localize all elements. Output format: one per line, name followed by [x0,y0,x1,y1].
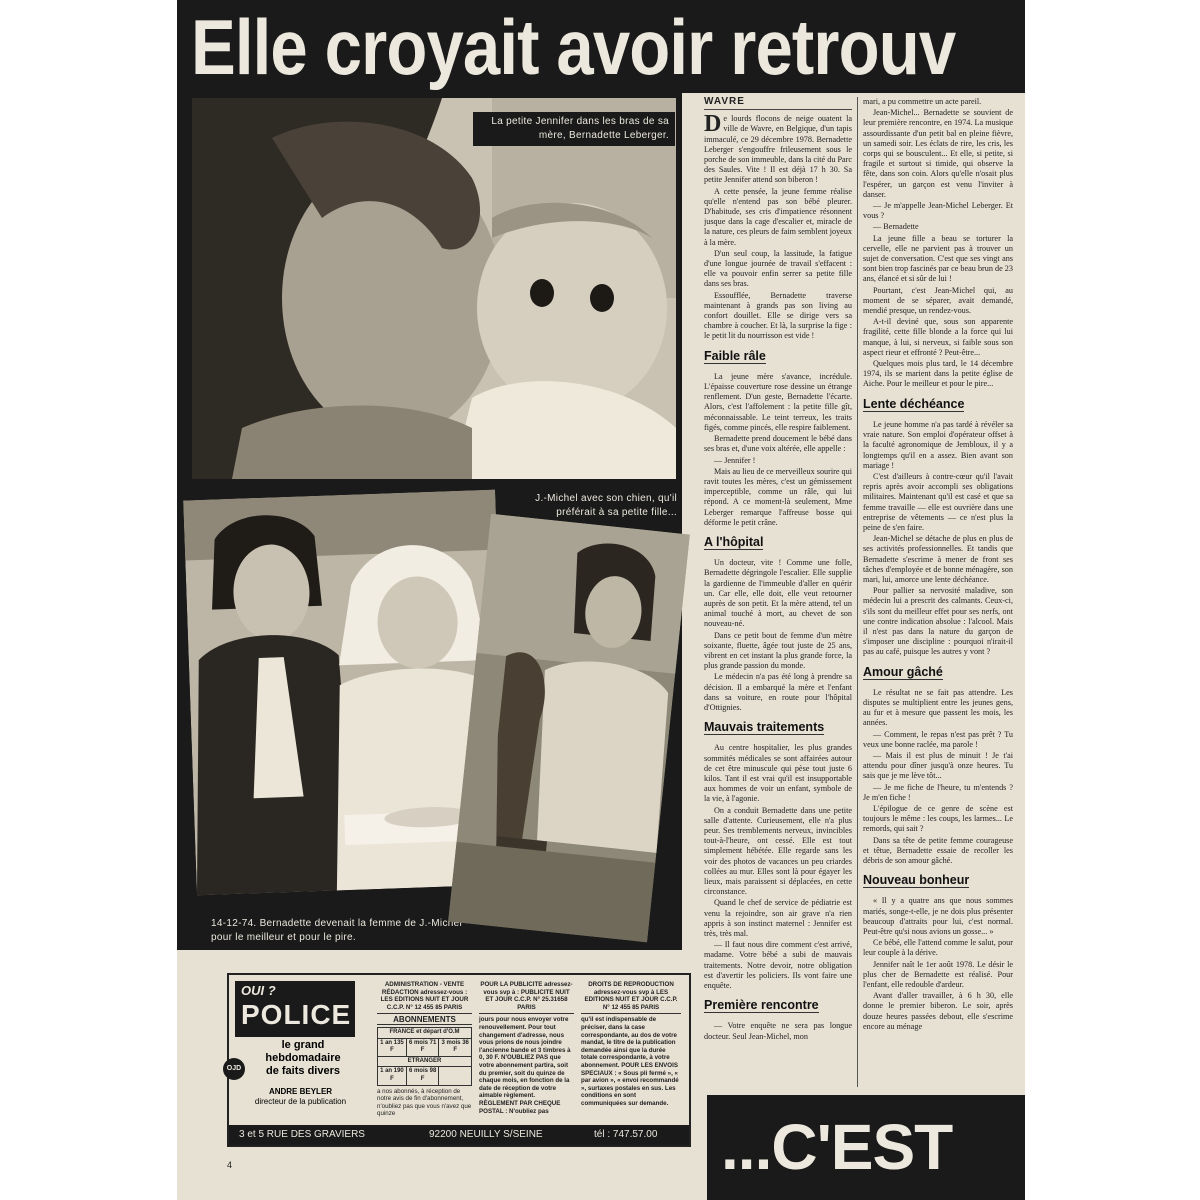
article-paragraph: — Mais il est plus de minuit ! Je t'ai attendu pour dîner jusqu'à onze heures. Tu sais que je me lève tôt... [863,750,1013,781]
article-column-2 [863,97,1013,1087]
ad-column-header: POUR LA PUBLICITE adressez-vous svp à : PUBLICITE NUIT ET JOUR C.C.P. N° 25.31658 PARIS [479,981,574,1014]
article-paragraph: A-t-il deviné que, sous son apparente fragilité, cette fille blonde a la force qui lui manque, à lui, si nerveux, si faible sous son aspect rieur et effronté ? Peut-être... [863,317,1013,357]
article-paragraph: C'est d'ailleurs à contre-cœur qu'il l'avait repris après avoir accompli ses obligations militaires. Maintenant qu'il est casé et que sa femme travaille — elle est ouvrière dans une entreprise de vêtements — ce n'est plus la peine de s'en faire. [863,471,1013,532]
caption-photo-mother-baby: La petite Jennifer dans les bras de sa mère, Bernadette Leberger. [473,112,675,146]
article-paragraph: La jeune fille a beau se torturer la cervelle, elle ne parvient pas à trouver un sujet de conversation. C'est que ses vingt ans sont bien trop fascinés par ce beau brun de 23 ans, élancé et si sûr de lui ! [863,233,1013,284]
article-paragraph: — Jennifer ! [714,455,756,465]
article-paragraph: mari, a pu commettre un acte pareil. [863,97,982,106]
abon-cell: ETRANGER [378,1056,472,1067]
ad-director [233,1087,368,1107]
ojd-badge-icon: OJD [223,1058,245,1080]
ad-tagline [243,1039,363,1078]
abon-cell: 6 mois 71 F [406,1038,439,1056]
ad-column-body: qu'il est indispensable de préciser, dans la case correspondante, au dos de votre mandat, le titre de la publication demandée ainsi que la durée totale correspondante, à votre abonnement. POUR LES ENVOIS SPECIAUX : « Sous pli fermé », « par avion », « envoi recommandé », surtaxes postales en sus. Les conditions en sont communiquées sur demande. [581,1016,679,1107]
article-paragraph: « Il y a quatre ans que nous sommes mariés, songe-t-elle, je ne dois plus présenter beaucoup d'attraits pour lui, c'est normal. Peut-être qu'si nous avions un gosse... » [863,896,1013,937]
ad-column-reproduction [581,981,681,1108]
article-paragraph: Jean-Michel... Bernadette se souvient de leur première rencontre, en 1974. La musique assourdissante d'un petit bal en pleine fièvre, un samedi soir. Les éclats de rire, les cris, les corps qui se bousculent... Et elle, si petite, si fragile et surtout si timide, qui observe la fête, dans son coin. Alors qu'elle n'osait plus l'espérer, un garçon est venu l'inviter à danser. [863,108,1013,199]
article-paragraph: Jean-Michel se détache de plus en plus de ses activités professionnelles. Et tandis que Bernadette s'escrime à mener de front ses tâches d'employée et de bonne ménagère, son mari, lui, amorce une lente déchéance. [863,534,1013,584]
subhead-premiere-rencontre: Première rencontre [704,998,819,1013]
article-paragraph: Le jeune homme n'a pas tardé à révéler sa vraie nature. Son emploi d'opérateur offset à la faculté agronomique de Jembloux, il y a longtemps qu'il en a assez. Bien avant son mariage ! [863,419,1013,470]
publication-info-box [227,973,691,1147]
caption-photo-dog: J.-Michel avec son chien, qu'il préférait à sa petite fille... [535,493,677,518]
abon-cell: 1 an 135 F [378,1038,407,1056]
article-column-1 [704,97,852,1097]
article-paragraph: La jeune mère s'avance, incrédule. L'épaisse couverture rose dessine un étrange renflement. D'un geste, Bernadette l'écarte. Alors, c'est l'affolement : la petite fille gît, méconnaissable. Le teint terreux, les traits figés, comme pincés, elle respire faiblement. [704,371,852,432]
logo-oui: OUI ? [241,983,276,998]
caption-photo-wedding: 14-12-74. Bernadette devenait la femme de J.-Michel pour le meilleur et pour le pire. [211,918,462,943]
article-paragraph: Bernadette prend doucement le bébé dans ses bras et, d'une voix altérée, elle appelle : [704,434,852,454]
article-kicker: WAVRE [704,97,852,110]
article-paragraph: Ce bébé, elle l'attend comme le salut, pour leur couple à la dérive. [863,938,1013,958]
subhead-lente-decheance: Lente déchéance [863,396,965,411]
article-paragraph: Dans ce petit bout de femme d'un mètre soixante, fluette, âgée tout juste de 25 ans, vibrent en cet instant la plus grande force, la plus grande passion du monde. [704,630,852,671]
ad-column-header: DROITS DE REPRODUCTION adressez-vous svp à LES EDITIONS NUIT ET JOUR C.C.P. N° 12 455 85 PARIS [581,981,681,1014]
abon-cell: FRANCE et départ d'O.M [378,1027,472,1038]
tagline-line: le grand [281,1039,325,1051]
article-paragraph: Un docteur, vite ! Comme une folle, Bernadette dégringole l'escalier. Elle supplie la gardienne de l'immeuble d'aller en quérir un. Car elle, elle doit, elle veut retourner auprès de son petit. Et la mère attend, tel un animal touché à mort, au chevet de son nouveau-né. [704,558,852,629]
dropcap: D [704,111,722,138]
subhead-faible-rale: Faible râle [704,348,766,363]
ad-footer [229,1125,689,1145]
article-paragraph: — Il faut nous dire comment c'est arrivé, madame. Votre bébé a subi de mauvais traitements. Notre devoir, notre obligation est d'avertir les policiers. Ils vont faire une enquête. [704,940,852,991]
subhead-nouveau-bonheur: Nouveau bonheur [863,873,970,888]
ad-column-header: ADMINISTRATION - VENTE RÉDACTION adressez-vous : LES EDITIONS NUIT ET JOUR C.C.P. N° 12 455 85 PARIS [377,981,472,1014]
article-paragraph: e lourds flocons de neige ouatent la ville de Wavre, en Belgique, d'un tapis immaculé, ce 29 décembre 1978. Bernadette Leberger s'engouffre frileusement sous le porche de son immeuble, dans la cité du Parc des Saules. Vite ! Il est déjà 17 h 30. Sa petite Jennifer attend son biberon ! [704,114,852,185]
article-paragraph: L'épilogue de ce genre de scène est toujours le même : les coups, les larmes... Le remords, qui sait ? [863,804,1013,834]
photo-man-dog [448,514,690,943]
tagline-line: hebdomadaire [265,1052,341,1064]
footer-phone: tél : 747.57.00 [594,1129,658,1140]
headline-banner [177,0,1025,93]
article-paragraph: — Je m'appelle Jean-Michel Leberger. Et vous ? [863,201,1013,221]
article-paragraph: Pour pallier sa nervosité maladive, son médecin lui a prescrit des calmants. Ceux-ci, s'ils sont du meilleur effet pour ses nerfs, ont une contre indication absolue : l'alcool. Mais il n'est pas dans la nature du garçon de s'imposer une discipline : pourquoi n'irait-il pas au café, puisque les autres y vont ? [863,586,1013,657]
article-paragraph: Le résultat ne se fait pas attendre. Les disputes se multiplient entre les jeunes gens, au fur et à mesure que passent les mois, les années. [863,687,1013,728]
article-paragraph: A cette pensée, la jeune femme réalise qu'elle n'entend pas son bébé pleurer. D'habitude, ses cris d'impatience résonnent jusque dans la cage d'escalier et, miracle de la nature, ces pleurs de faim semblent joyeux à la mère. [704,186,852,247]
abon-cell: 1 an 190 F [378,1067,407,1085]
teaser-banner: ...C'EST [707,1095,1025,1200]
abonnements-title: ABONNEMENTS [377,1016,472,1025]
footer-address: 3 et 5 RUE DES GRAVIERS [239,1129,365,1140]
article-paragraph: Pourtant, c'est Jean-Michel qui, au moment de se séparer, avait demandé, mendié presque, un rendez-vous. [863,285,1013,316]
article-paragraph: Le médecin n'a pas été long à prendre sa décision. Il a embarqué la mère et l'enfant dans sa voiture, en route pour l'hôpital d'Ottignies. [704,672,852,712]
column-divider [857,97,858,1087]
ad-column-body: a nos abonnés, à réception de notre avis de fin d'abonnement, n'oubliez pas que vous n'avez que quinze [377,1087,472,1118]
article-paragraph: Dans sa tête de petite femme courageuse et têtue, Bernadette essaie de recoller les débris de son amour gâché. [863,835,1013,866]
ad-column-body: jours pour nous envoyer votre renouvellement. Pour tout changement d'adresse, nous vous prions de nous joindre l'ancienne bande et 3 timbres à 0, 30 F. N'OUBLIEZ PAS que votre abonnement partira, soit du premier, soit du quinze de chaque mois, en fonction de la date de réception de votre aimable règlement. RÈGLEMENT PAR CHEQUE POSTAL : N'oubliez pas [479,1016,571,1115]
subhead-a-l-hopital: A l'hôpital [704,534,764,549]
director-title: directeur de la publication [254,1097,347,1106]
abon-cell: 3 mois 36 F [439,1038,472,1056]
police-logo [235,981,355,1037]
article-paragraph: — Bernadette [873,222,919,232]
footer-city: 92200 NEUILLY S/SEINE [429,1129,543,1140]
article-paragraph: — Votre enquête ne sera pas longue docteur. Seul Jean-Michel, mon [704,1021,852,1041]
photo-mother-baby [192,98,676,479]
logo-police: POLICE [241,999,352,1030]
headline: Elle croyait avoir retrouv [191,3,956,91]
subhead-mauvais-traitements: Mauvais traitements [704,720,825,735]
article-paragraph: On a conduit Bernadette dans une petite salle d'attente. Curieusement, elle n'a plus peur. Ses tremblements nerveux, invincibles tout-à-l'heure, ont cessé. Elle est tout simplement hébétée. Elle regarde sans les voir des photos de vacances un peu criardes collées au mur. Elles sont là pour égayer les lieux, mais paraissent si déplacées, en cette circonstance. [704,805,852,897]
article-paragraph: Quelques mois plus tard, le 14 décembre 1974, ils se marient dans la petite église de Aiche. Pour le meilleur et pour le pire... [863,359,1013,389]
magazine-page [177,0,1025,1200]
director-name: ANDRE BEYLER [268,1087,333,1096]
article-paragraph: Jennifer naît le 1er août 1978. Le désir le plus cher de Bernadette est réalisé. Pour l'enfant, elle redouble d'ardeur. [863,959,1013,990]
article-paragraph: Mais au lieu de ce merveilleux sourire qui ravit toutes les mères, c'est un gémissement imperceptible, comme un râle, qui lui répond. A ce moment-là seulement, Mme Leberger remarque l'affreuse bosse qui déforme le petit crâne. [704,466,852,527]
article-paragraph: — Je me fiche de l'heure, tu m'entends ? Je m'en fiche ! [863,782,1013,802]
photo-man-dog-image [448,514,690,943]
subhead-amour-gache: Amour gâché [863,664,943,679]
article-paragraph: Essoufflée, Bernadette traverse maintenant à grands pas son living au confort douillet. Elle se dirige vers sa chambre à coucher. Et là, la surprise la fige : le petit lit du nourrisson est vide ! [704,290,852,341]
photo-mother-baby-image [192,98,676,479]
article-paragraph: — Comment, le repas n'est pas prêt ? Tu veux une bonne raclée, ma parole ! [863,729,1013,749]
article-paragraph: Au centre hospitalier, les plus grandes sommités médicales se sont affairées autour de cet être minuscule qui pèse tout juste 6 kilos. Tant il est vrai qu'il est insupportable aux hommes de voir un enfant, symbole de la vie, à l'agonie. [704,743,852,804]
ad-column-publicite [479,981,574,1115]
abonnements-table [377,1027,472,1086]
tagline-line: de faits divers [266,1065,340,1077]
article-paragraph: Quand le chef de service de pédiatrie est venu la rejoindre, son air grave n'a rien appris à son instinct maternel : Jennifer est très, très mal. [704,898,852,939]
abon-cell: 6 mois 98 F [406,1067,439,1085]
article-paragraph: Avant d'aller travailler, à 6 h 30, elle donne le premier biberon. Le soir, après douze heures passées debout, elle s'escrime encore au ménage [863,991,1013,1031]
page-number: 4 [227,1160,233,1170]
ad-column-administration [377,981,472,1118]
article-paragraph: D'un seul coup, la lassitude, la fatigue d'une longue journée de travail s'effacent : elle va pouvoir enfin serrer sa petite fille dans ses bras. [704,248,852,289]
